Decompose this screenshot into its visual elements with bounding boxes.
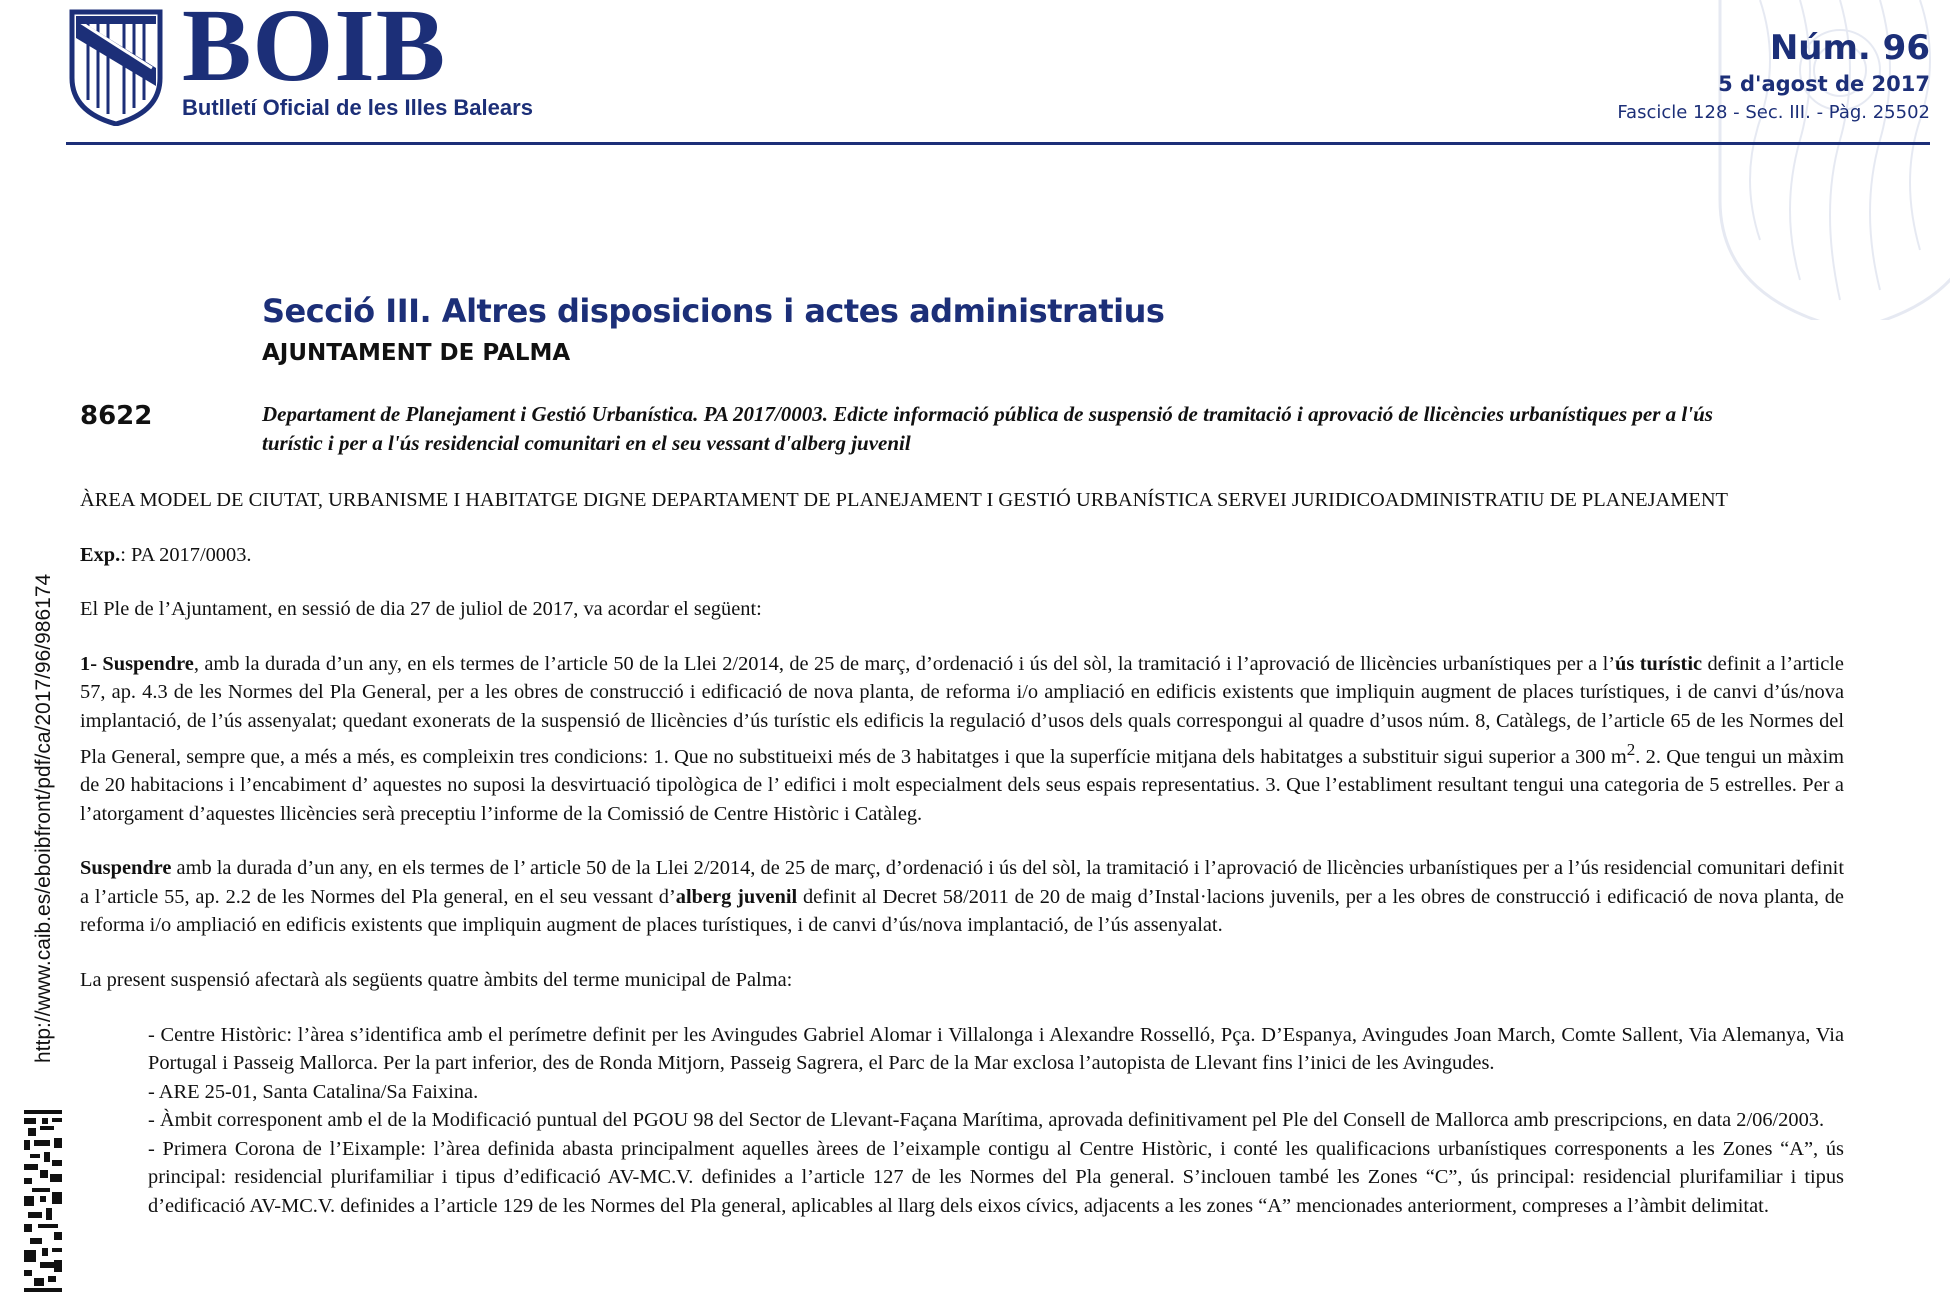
p2-heading: Suspendre	[80, 857, 172, 880]
list-item: - Centre Històric: l’àrea s’identifica amb el perímetre definit per les Avingudes Gabriel Alomar i Villalonga i Alexandre Rosselló, Pça. D’Espanya, Avingudes Joan March, Comte Sallent, Via Alemanya, Via Portugal i Passeig Mallorca. Per la part inferior, des de Ronda Mitjorn, Passeig Sagrera, el Parc de la Mar exclosa l’autopista de Llevant fins l’inici de les Avingudes.	[148, 1023, 1844, 1075]
list-item: - ARE 25-01, Santa Catalina/Sa Faixina.	[148, 1080, 479, 1103]
p1-text-c: . 2. Que tengui un màxim de 20 habitacions i l’encabiment d’ aquestes no suposi la desvirtuació tipològica de l’ edifici i molt especialment dels seus espais representatius. 3. Que l’establiment resultant tengui una categoria de 5 estrelles. Per a l’atorgament d’aquestes llicències serà preceptiu l’informe de la Comissió de Centre Històric i Catàleg.	[80, 745, 1845, 825]
p1-text-b: definit a l’article 57, ap. 4.3 de les Normes del Pla General, per a les obres de construcció i edificació de nova planta, de reforma i/o ampliació en edificis existents que impliquin augment de places turístiques, i de canvi d’ús/nova implantació, de l’ús assenyalat; quedant exonerats de la suspensió de llicències d’ús turístic els edificis la regulació d’usos dels quals correspongui al quadre d’usos núm. 8, Catàlegs, de l’article 65 de les Normes del Pla General, sempre que, a més a més, es compleixin tres condicions: 1. Que no substitueixi més de 3 habitatges i que la superfície mitjana dels habitatges a substituir sigui superior a 300 m	[80, 652, 1844, 768]
p2-emphasis: alberg juvenil	[675, 885, 798, 908]
section-title: Secció III. Altres disposicions i actes administratius	[262, 292, 1165, 330]
ambits-list	[80, 1021, 1844, 1221]
document-body	[80, 486, 1844, 1221]
paragraph-2	[80, 854, 1844, 940]
p2-text-a: amb la durada d’un any, en els termes de l’ article 50 de la Llei 2/2014, de 25 de març, d’ordenació i ús del sòl, la tramitació i l’aprovació de llicències urbanístiques per a l’ús residencial comunitari definit a l’article 55, ap. 2.2 de les Normes del Pla general, en el seu vessant d’	[80, 857, 1844, 908]
paragraph-3: La present suspensió afectarà als següents quatre àmbits del terme municipal de Palma:	[80, 968, 793, 991]
p1-superscript: 2	[1626, 739, 1636, 759]
list-item: - Àmbit corresponent amb el de la Modificació puntual del PGOU 98 del Sector de Llevant-Façana Marítima, aprovada definitivament pel Ple del Consell de Mallorca amb prescripcions, en data 2/06/2003.	[148, 1109, 1825, 1132]
intro-paragraph: El Ple de l’Ajuntament, en sessió de dia 27 de juliol de 2017, va acordar el següent:	[80, 598, 762, 621]
p1-heading: 1- Suspendre	[80, 652, 194, 675]
issue-info	[1617, 28, 1930, 123]
page-header	[0, 0, 1950, 150]
exp-value: : PA 2017/0003.	[120, 543, 252, 566]
p2-text-b: definit al Decret 58/2011 de 20 de maig d’Instal·lacions juvenils, per a les obres de construcció i edificació de nova planta, de reforma i/o ampliació en edificis existents que impliquin augment de places turístiques, i de canvi d’ús/nova implantació, de l’ús assenyalat.	[80, 885, 1844, 937]
fascicle-info: Fascicle 128 - Sec. III. - Pàg. 25502	[1617, 102, 1930, 123]
qr-code-icon	[24, 1110, 62, 1296]
p1-emphasis: ús turístic	[1615, 652, 1703, 675]
exp-label: Exp.	[80, 543, 121, 566]
section-subtitle: AJUNTAMENT DE PALMA	[262, 340, 571, 366]
paragraph-1	[80, 650, 1844, 828]
p1-text-a: , amb la durada d’un any, en els termes de l’article 50 de la Llei 2/2014, de 25 de març, d’ordenació i ús del sòl, la tramitació i l’aprovació de llicències urbanístiques per a l’	[193, 652, 1616, 675]
issue-number: Núm. 96	[1769, 28, 1930, 68]
document-number: 8622	[80, 401, 153, 431]
boib-logo-text: BOIB	[182, 0, 447, 103]
document-title: Departament de Planejament i Gestió Urbanística. PA 2017/0003. Edicte informació pública de suspensió de tramitació i aprovació de llicències urbanístiques per a l'ús turístic i per a l'ús residencial comunitari en el seu vessant d'alberg juvenil	[262, 402, 1713, 455]
balearic-shield-icon	[66, 8, 166, 126]
boib-subtitle: Butlletí Oficial de les Illes Balears	[182, 95, 533, 120]
issue-date: 5 d'agost de 2017	[1718, 72, 1930, 96]
area-paragraph: ÀREA MODEL DE CIUTAT, URBANISME I HABITATGE DIGNE DEPARTAMENT DE PLANEJAMENT I GESTIÓ URBANÍSTICA SERVEI JURIDICOADMINISTRATIU DE PLANEJAMENT	[80, 489, 1728, 511]
side-url[interactable]: http://www.caib.es/eboibfront/pdf/ca/2017/96/986174	[32, 573, 55, 1063]
header-divider	[66, 142, 1930, 145]
list-item: - Primera Corona de l’Eixample: l’àrea definida abasta principalment aquelles àrees de l’eixample contigu al Centre Històric, i conté les qualificacions urbanístiques corresponents a les Zones “A”, ús principal: residencial plurifamiliar i tipus d’edificació AV-MC.V. definides a l’article 127 de les Normes del Pla general. S’inclouen també les Zones “C”, ús principal: residencial plurifamiliar i tipus d’edificació AV-MC.V. definides a l’article 129 de les Normes del Pla general, aplicables al llarg dels eixos cívics, adjacents a les zones “A” mencionades anteriorment, compreses a l’àmbit delimitat.	[148, 1137, 1844, 1218]
exp-paragraph	[80, 541, 1844, 570]
